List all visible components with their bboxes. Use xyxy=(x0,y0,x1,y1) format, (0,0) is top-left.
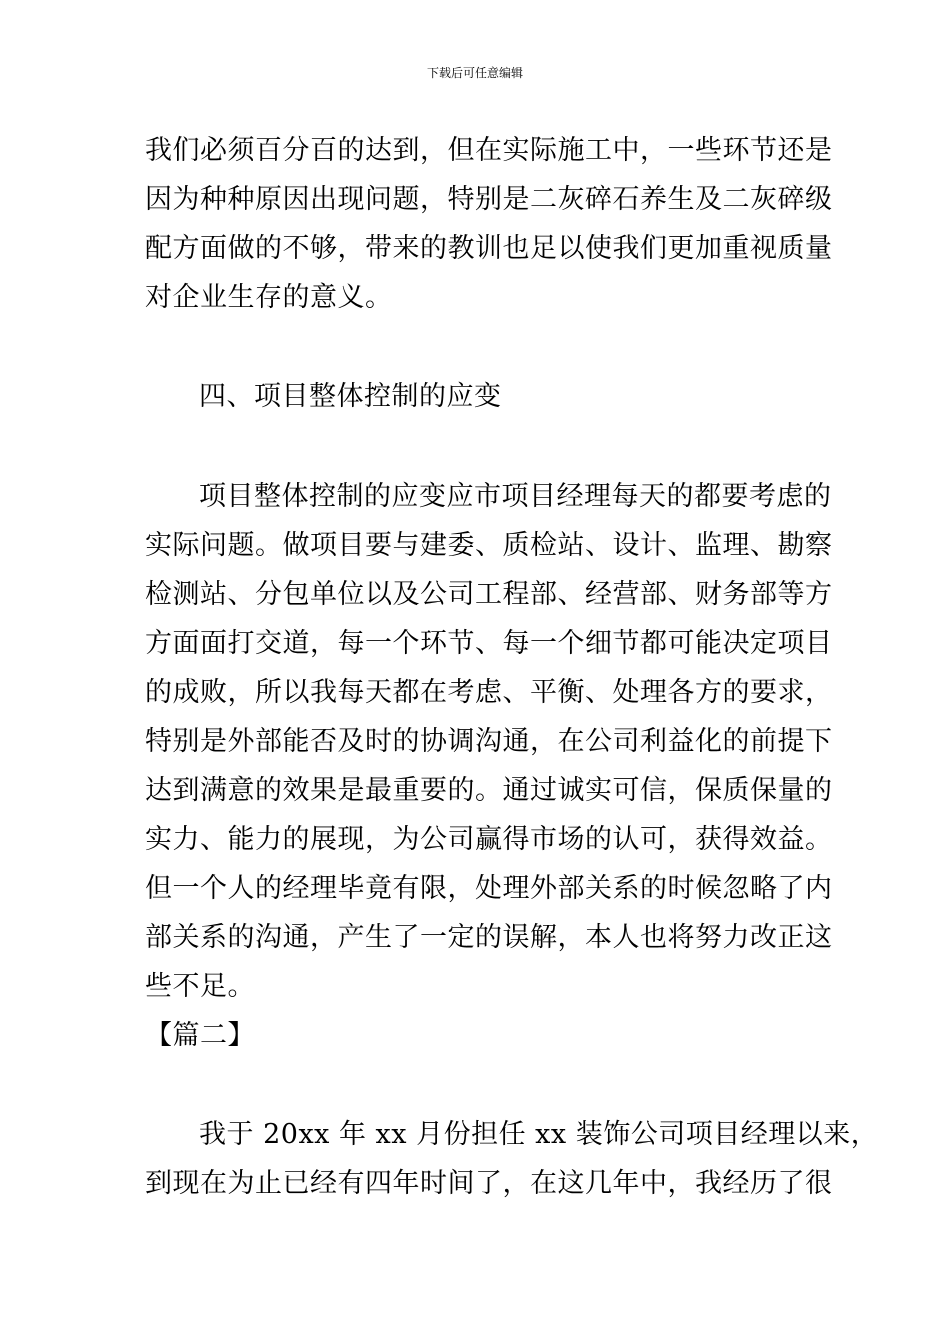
text-line: 配方面做的不够，带来的教训也足以使我们更加重视质量 xyxy=(145,233,833,264)
paragraph-project-control xyxy=(145,472,833,1011)
paragraph-spacer xyxy=(145,1060,810,1110)
section-heading-part-two xyxy=(145,1011,810,1060)
text-line: 到现在为止已经有四年时间了，在这几年中，我经历了很 xyxy=(145,1168,833,1199)
text-line: 我于 20xx 年 xx 月份担任 xx 装饰公司项目经理以来， xyxy=(199,1119,879,1150)
text-line: 部关系的沟通，产生了一定的误解，本人也将努力改正这 xyxy=(145,922,833,953)
text-line: 实际问题。做项目要与建委、质检站、设计、监理、勘察 xyxy=(145,530,833,561)
text-line: 的成败，所以我每天都在考虑、平衡、处理各方的要求， xyxy=(145,677,833,708)
paragraph-quality xyxy=(145,126,833,322)
text-line: 但一个人的经理毕竟有限，处理外部关系的时候忽略了内 xyxy=(145,873,833,904)
page-header: 下载后可任意编辑 xyxy=(426,66,523,80)
text-line: 些不足。 xyxy=(145,971,255,1002)
document-body xyxy=(145,126,879,1208)
paragraph-spacer xyxy=(145,421,810,472)
text-line: 检测站、分包单位以及公司工程部、经营部、财务部等方 xyxy=(145,579,833,610)
text-line: 方面面打交道，每一个环节、每一个细节都可能决定项目 xyxy=(145,628,833,659)
section-heading-four xyxy=(145,372,810,421)
text-line: 实力、能力的展现，为公司赢得市场的认可，获得效益。 xyxy=(145,824,833,855)
paragraph-introduction xyxy=(145,1110,879,1208)
text-line: 达到满意的效果是最重要的。通过诚实可信，保质保量的 xyxy=(145,775,833,806)
text-line: 对企业生存的意义。 xyxy=(145,282,393,313)
text-line: 我们必须百分百的达到，但在实际施工中，一些环节还是 xyxy=(145,135,833,166)
heading-text: 【篇二】 xyxy=(145,1020,255,1051)
text-line: 项目整体控制的应变应市项目经理每天的都要考虑的 xyxy=(199,481,832,512)
heading-text: 四、项目整体控制的应变 xyxy=(199,381,502,412)
paragraph-spacer xyxy=(145,322,810,372)
text-line: 特别是外部能否及时的协调沟通，在公司利益化的前提下 xyxy=(145,726,833,757)
text-line: 因为种种原因出现问题，特别是二灰碎石养生及二灰碎级 xyxy=(145,184,833,215)
